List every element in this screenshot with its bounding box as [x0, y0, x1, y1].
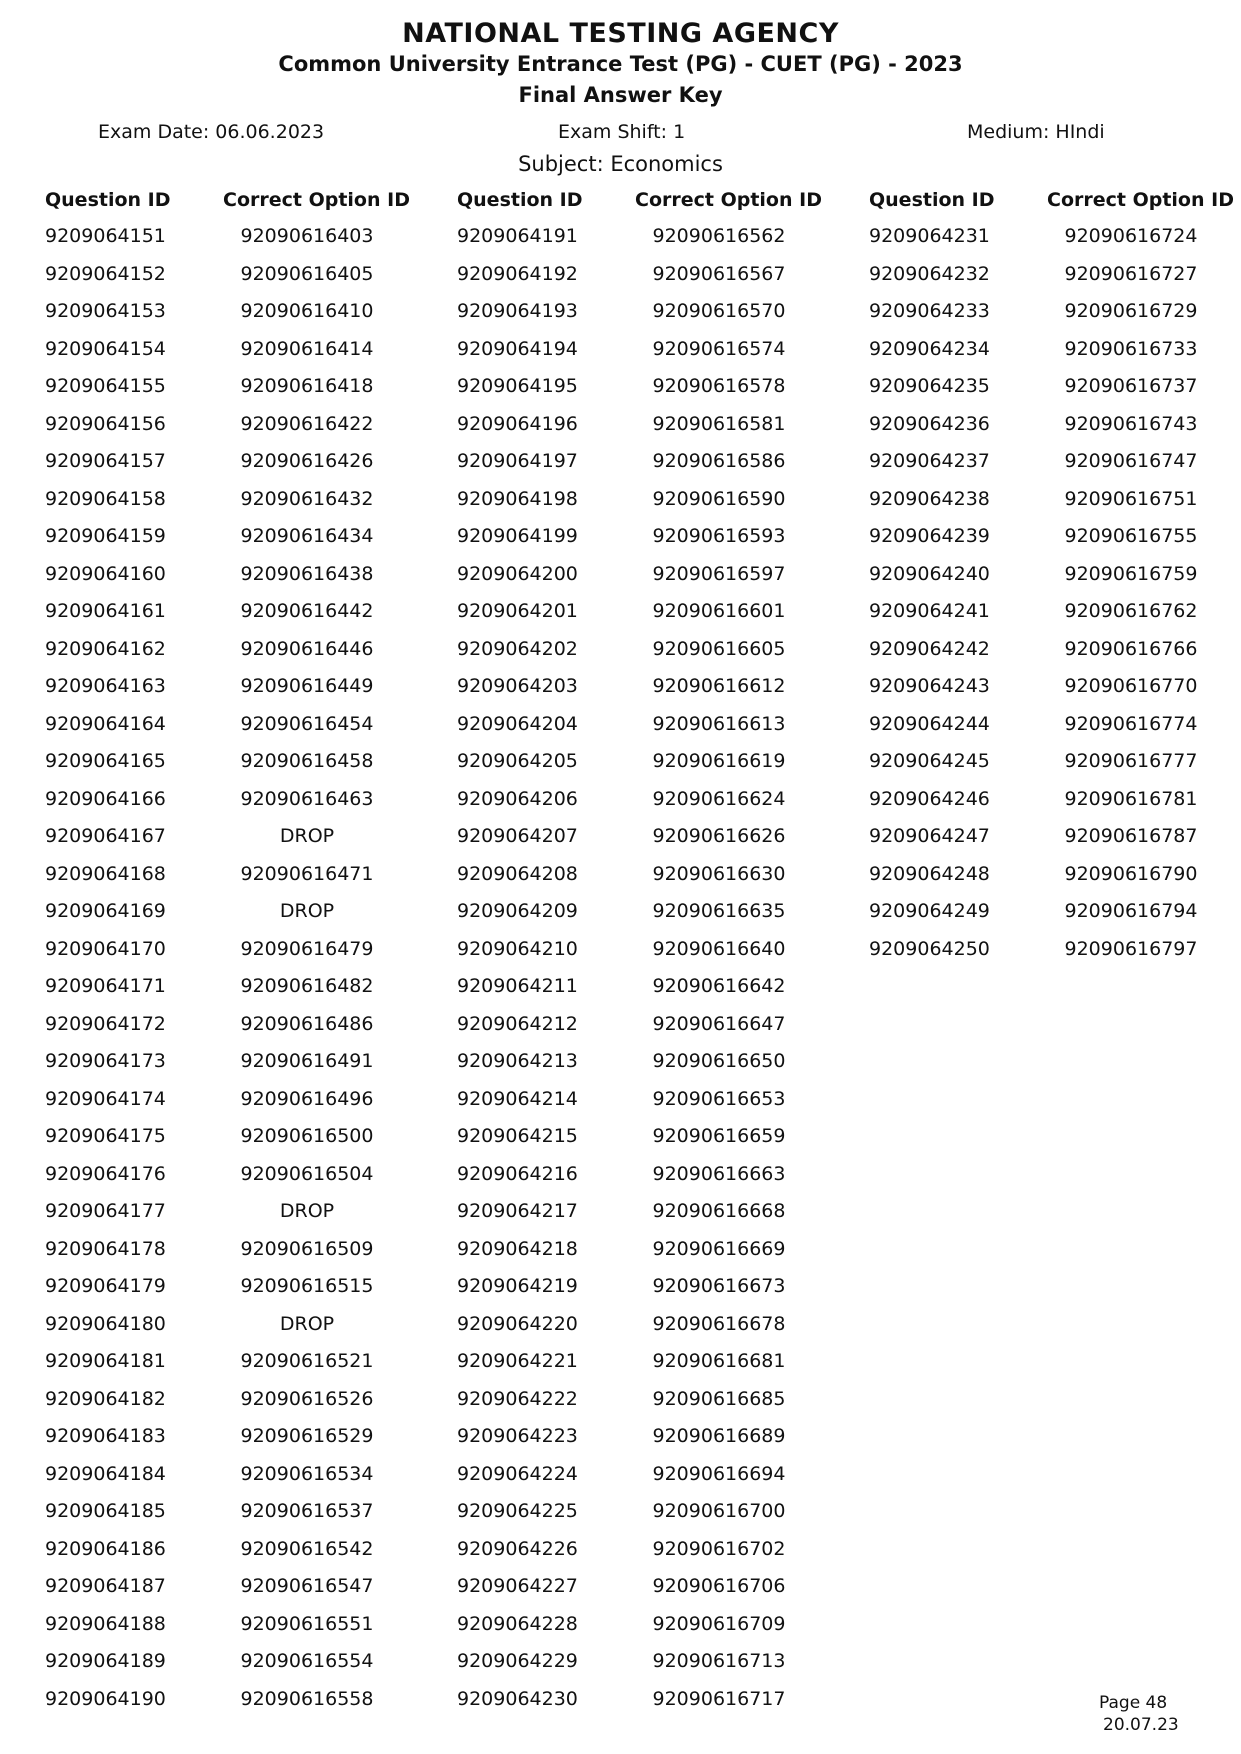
question-id-cell: 9209064233	[869, 300, 990, 322]
question-id-cell: 9209064183	[45, 1425, 166, 1447]
exam-subject: Subject: Economics	[518, 152, 723, 176]
correct-option-id-cell: 92090616647	[652, 1013, 786, 1035]
question-id-cell: 9209064176	[45, 1163, 166, 1185]
question-id-cell: 9209064237	[869, 450, 990, 472]
answer-key-type: Final Answer Key	[518, 83, 723, 107]
correct-option-id-cell: 92090616678	[652, 1313, 786, 1335]
correct-option-id-cell: 92090616529	[240, 1425, 374, 1447]
question-id-cell: 9209064189	[45, 1650, 166, 1672]
correct-option-id-cell: 92090616534	[240, 1463, 374, 1485]
correct-option-id-cell: 92090616578	[652, 375, 786, 397]
question-id-cell: 9209064217	[457, 1200, 578, 1222]
correct-option-id-cell: 92090616558	[240, 1688, 374, 1710]
question-id-cell: 9209064234	[869, 338, 990, 360]
correct-option-id-header: Correct Option ID	[1047, 189, 1234, 211]
question-id-cell: 9209064210	[457, 938, 578, 960]
question-id-cell: 9209064243	[869, 675, 990, 697]
question-id-cell: 9209064184	[45, 1463, 166, 1485]
correct-option-id-cell: 92090616593	[652, 525, 786, 547]
correct-option-id-cell: 92090616774	[1064, 713, 1198, 735]
question-id-cell: 9209064214	[457, 1088, 578, 1110]
question-id-cell: 9209064199	[457, 525, 578, 547]
question-id-cell: 9209064198	[457, 488, 578, 510]
question-id-cell: 9209064221	[457, 1350, 578, 1372]
question-id-cell: 9209064228	[457, 1613, 578, 1635]
correct-option-id-cell: 92090616762	[1064, 600, 1198, 622]
correct-option-id-cell: 92090616574	[652, 338, 786, 360]
question-id-cell: 9209064188	[45, 1613, 166, 1635]
question-id-cell: 9209064156	[45, 413, 166, 435]
question-id-cell: 9209064250	[869, 938, 990, 960]
question-id-cell: 9209064155	[45, 375, 166, 397]
question-id-cell: 9209064229	[457, 1650, 578, 1672]
question-id-cell: 9209064224	[457, 1463, 578, 1485]
question-id-cell: 9209064181	[45, 1350, 166, 1372]
question-id-cell: 9209064207	[457, 825, 578, 847]
question-id-cell: 9209064193	[457, 300, 578, 322]
question-id-cell: 9209064249	[869, 900, 990, 922]
question-id-cell: 9209064170	[45, 938, 166, 960]
correct-option-id-cell: 92090616471	[240, 863, 374, 885]
correct-option-id-cell: 92090616403	[240, 225, 374, 247]
question-id-cell: 9209064211	[457, 975, 578, 997]
question-id-cell: 9209064208	[457, 863, 578, 885]
correct-option-id-cell: 92090616500	[240, 1125, 374, 1147]
correct-option-id-cell: 92090616663	[652, 1163, 786, 1185]
correct-option-id-cell: 92090616777	[1064, 750, 1198, 772]
question-id-cell: 9209064213	[457, 1050, 578, 1072]
correct-option-id-cell: 92090616612	[652, 675, 786, 697]
correct-option-id-cell: 92090616727	[1064, 263, 1198, 285]
exam-shift: Exam Shift: 1	[558, 121, 686, 143]
correct-option-id-cell: 92090616733	[1064, 338, 1198, 360]
question-id-cell: 9209064239	[869, 525, 990, 547]
correct-option-id-cell: 92090616504	[240, 1163, 374, 1185]
question-id-header: Question ID	[869, 189, 995, 211]
correct-option-id-cell: 92090616751	[1064, 488, 1198, 510]
correct-option-id-cell: 92090616781	[1064, 788, 1198, 810]
correct-option-id-cell: 92090616794	[1064, 900, 1198, 922]
question-id-cell: 9209064205	[457, 750, 578, 772]
correct-option-id-cell: 92090616570	[652, 300, 786, 322]
correct-option-id-cell: 92090616694	[652, 1463, 786, 1485]
question-id-cell: 9209064209	[457, 900, 578, 922]
correct-option-id-cell: 92090616434	[240, 525, 374, 547]
print-date: 20.07.23	[1103, 1715, 1179, 1735]
question-id-cell: 9209064220	[457, 1313, 578, 1335]
correct-option-id-cell: 92090616685	[652, 1388, 786, 1410]
question-id-cell: 9209064185	[45, 1500, 166, 1522]
question-id-cell: 9209064204	[457, 713, 578, 735]
question-id-cell: 9209064153	[45, 300, 166, 322]
question-id-cell: 9209064180	[45, 1313, 166, 1335]
correct-option-id-cell: 92090616491	[240, 1050, 374, 1072]
question-id-cell: 9209064238	[869, 488, 990, 510]
correct-option-id-cell: 92090616766	[1064, 638, 1198, 660]
correct-option-id-cell: 92090616547	[240, 1575, 374, 1597]
correct-option-id-cell: 92090616626	[652, 825, 786, 847]
correct-option-id-cell: 92090616446	[240, 638, 374, 660]
correct-option-id-cell: 92090616770	[1064, 675, 1198, 697]
question-id-cell: 9209064166	[45, 788, 166, 810]
question-id-cell: 9209064164	[45, 713, 166, 735]
correct-option-id-cell: 92090616515	[240, 1275, 374, 1297]
correct-option-id-cell: 92090616590	[652, 488, 786, 510]
correct-option-id-cell: 92090616640	[652, 938, 786, 960]
question-id-cell: 9209064227	[457, 1575, 578, 1597]
correct-option-id-cell: 92090616755	[1064, 525, 1198, 547]
correct-option-id-cell: 92090616426	[240, 450, 374, 472]
correct-option-id-header: Correct Option ID	[223, 189, 410, 211]
correct-option-id-cell: 92090616635	[652, 900, 786, 922]
question-id-cell: 9209064222	[457, 1388, 578, 1410]
question-id-cell: 9209064212	[457, 1013, 578, 1035]
correct-option-id-cell: 92090616581	[652, 413, 786, 435]
correct-option-id-cell: 92090616743	[1064, 413, 1198, 435]
question-id-cell: 9209064232	[869, 263, 990, 285]
question-id-cell: 9209064192	[457, 263, 578, 285]
question-id-cell: 9209064248	[869, 863, 990, 885]
correct-option-id-cell: 92090616624	[652, 788, 786, 810]
question-id-cell: 9209064203	[457, 675, 578, 697]
correct-option-id-cell: 92090616482	[240, 975, 374, 997]
correct-option-id-cell: 92090616787	[1064, 825, 1198, 847]
correct-option-id-cell: 92090616737	[1064, 375, 1198, 397]
correct-option-id-cell: 92090616442	[240, 600, 374, 622]
correct-option-id-cell: 92090616700	[652, 1500, 786, 1522]
correct-option-id-cell: 92090616422	[240, 413, 374, 435]
question-id-cell: 9209064245	[869, 750, 990, 772]
question-id-cell: 9209064163	[45, 675, 166, 697]
question-id-cell: 9209064182	[45, 1388, 166, 1410]
correct-option-id-cell: 92090616681	[652, 1350, 786, 1372]
question-id-cell: 9209064225	[457, 1500, 578, 1522]
correct-option-id-cell: 92090616449	[240, 675, 374, 697]
correct-option-id-cell: 92090616717	[652, 1688, 786, 1710]
correct-option-id-cell: 92090616458	[240, 750, 374, 772]
correct-option-id-cell: 92090616479	[240, 938, 374, 960]
correct-option-id-cell: DROP	[279, 825, 335, 847]
question-id-cell: 9209064165	[45, 750, 166, 772]
question-id-cell: 9209064172	[45, 1013, 166, 1035]
correct-option-id-cell: 92090616414	[240, 338, 374, 360]
question-id-cell: 9209064187	[45, 1575, 166, 1597]
exam-name: Common University Entrance Test (PG) - CUET (PG) - 2023	[278, 52, 963, 76]
question-id-cell: 9209064197	[457, 450, 578, 472]
question-id-cell: 9209064173	[45, 1050, 166, 1072]
correct-option-id-cell: 92090616405	[240, 263, 374, 285]
question-id-cell: 9209064159	[45, 525, 166, 547]
question-id-cell: 9209064246	[869, 788, 990, 810]
question-id-cell: 9209064240	[869, 563, 990, 585]
question-id-cell: 9209064190	[45, 1688, 166, 1710]
correct-option-id-cell: 92090616562	[652, 225, 786, 247]
question-id-cell: 9209064202	[457, 638, 578, 660]
question-id-cell: 9209064195	[457, 375, 578, 397]
correct-option-id-cell: DROP	[279, 1313, 335, 1335]
correct-option-id-cell: 92090616438	[240, 563, 374, 585]
question-id-cell: 9209064152	[45, 263, 166, 285]
question-id-cell: 9209064161	[45, 600, 166, 622]
question-id-cell: 9209064219	[457, 1275, 578, 1297]
question-id-cell: 9209064160	[45, 563, 166, 585]
correct-option-id-cell: 92090616650	[652, 1050, 786, 1072]
correct-option-id-cell: 92090616669	[652, 1238, 786, 1260]
correct-option-id-cell: 92090616668	[652, 1200, 786, 1222]
correct-option-id-cell: 92090616551	[240, 1613, 374, 1635]
question-id-cell: 9209064186	[45, 1538, 166, 1560]
question-id-cell: 9209064241	[869, 600, 990, 622]
correct-option-id-cell: 92090616567	[652, 263, 786, 285]
question-id-cell: 9209064196	[457, 413, 578, 435]
correct-option-id-cell: 92090616601	[652, 600, 786, 622]
question-id-cell: 9209064200	[457, 563, 578, 585]
correct-option-id-cell: 92090616418	[240, 375, 374, 397]
correct-option-id-cell: 92090616706	[652, 1575, 786, 1597]
question-id-cell: 9209064244	[869, 713, 990, 735]
correct-option-id-cell: 92090616729	[1064, 300, 1198, 322]
correct-option-id-cell: 92090616619	[652, 750, 786, 772]
question-id-cell: 9209064216	[457, 1163, 578, 1185]
correct-option-id-cell: 92090616790	[1064, 863, 1198, 885]
correct-option-id-cell: 92090616537	[240, 1500, 374, 1522]
question-id-cell: 9209064167	[45, 825, 166, 847]
correct-option-id-cell: 92090616554	[240, 1650, 374, 1672]
correct-option-id-cell: 92090616605	[652, 638, 786, 660]
question-id-cell: 9209064206	[457, 788, 578, 810]
question-id-header: Question ID	[457, 189, 583, 211]
correct-option-id-cell: 92090616709	[652, 1613, 786, 1635]
correct-option-id-cell: 92090616797	[1064, 938, 1198, 960]
correct-option-id-cell: 92090616724	[1064, 225, 1198, 247]
question-id-cell: 9209064236	[869, 413, 990, 435]
correct-option-id-cell: 92090616659	[652, 1125, 786, 1147]
correct-option-id-cell: 92090616496	[240, 1088, 374, 1110]
question-id-cell: 9209064231	[869, 225, 990, 247]
question-id-cell: 9209064223	[457, 1425, 578, 1447]
correct-option-id-cell: 92090616653	[652, 1088, 786, 1110]
question-id-cell: 9209064169	[45, 900, 166, 922]
question-id-cell: 9209064168	[45, 863, 166, 885]
question-id-header: Question ID	[45, 189, 171, 211]
exam-medium: Medium: HIndi	[967, 121, 1105, 143]
question-id-cell: 9209064171	[45, 975, 166, 997]
correct-option-id-cell: 92090616713	[652, 1650, 786, 1672]
correct-option-id-cell: 92090616486	[240, 1013, 374, 1035]
correct-option-id-cell: 92090616597	[652, 563, 786, 585]
correct-option-id-cell: 92090616542	[240, 1538, 374, 1560]
correct-option-id-cell: 92090616526	[240, 1388, 374, 1410]
correct-option-id-cell: DROP	[279, 1200, 335, 1222]
question-id-cell: 9209064177	[45, 1200, 166, 1222]
correct-option-id-cell: 92090616747	[1064, 450, 1198, 472]
page-number: Page 48	[1099, 1693, 1168, 1713]
question-id-cell: 9209064247	[869, 825, 990, 847]
correct-option-id-cell: 92090616432	[240, 488, 374, 510]
question-id-cell: 9209064175	[45, 1125, 166, 1147]
correct-option-id-cell: 92090616521	[240, 1350, 374, 1372]
question-id-cell: 9209064178	[45, 1238, 166, 1260]
question-id-cell: 9209064154	[45, 338, 166, 360]
correct-option-id-cell: 92090616586	[652, 450, 786, 472]
question-id-cell: 9209064194	[457, 338, 578, 360]
correct-option-id-cell: 92090616630	[652, 863, 786, 885]
correct-option-id-cell: 92090616759	[1064, 563, 1198, 585]
question-id-cell: 9209064162	[45, 638, 166, 660]
correct-option-id-header: Correct Option ID	[635, 189, 822, 211]
document-title: NATIONAL TESTING AGENCY	[402, 18, 839, 49]
question-id-cell: 9209064191	[457, 225, 578, 247]
correct-option-id-cell: 92090616454	[240, 713, 374, 735]
correct-option-id-cell: 92090616613	[652, 713, 786, 735]
question-id-cell: 9209064235	[869, 375, 990, 397]
question-id-cell: 9209064157	[45, 450, 166, 472]
question-id-cell: 9209064158	[45, 488, 166, 510]
exam-date: Exam Date: 06.06.2023	[98, 121, 325, 143]
question-id-cell: 9209064230	[457, 1688, 578, 1710]
correct-option-id-cell: 92090616463	[240, 788, 374, 810]
question-id-cell: 9209064174	[45, 1088, 166, 1110]
question-id-cell: 9209064242	[869, 638, 990, 660]
correct-option-id-cell: 92090616509	[240, 1238, 374, 1260]
question-id-cell: 9209064151	[45, 225, 166, 247]
correct-option-id-cell: 92090616702	[652, 1538, 786, 1560]
question-id-cell: 9209064201	[457, 600, 578, 622]
question-id-cell: 9209064215	[457, 1125, 578, 1147]
question-id-cell: 9209064218	[457, 1238, 578, 1260]
correct-option-id-cell: 92090616689	[652, 1425, 786, 1447]
correct-option-id-cell: DROP	[279, 900, 335, 922]
question-id-cell: 9209064179	[45, 1275, 166, 1297]
question-id-cell: 9209064226	[457, 1538, 578, 1560]
correct-option-id-cell: 92090616673	[652, 1275, 786, 1297]
correct-option-id-cell: 92090616642	[652, 975, 786, 997]
correct-option-id-cell: 92090616410	[240, 300, 374, 322]
